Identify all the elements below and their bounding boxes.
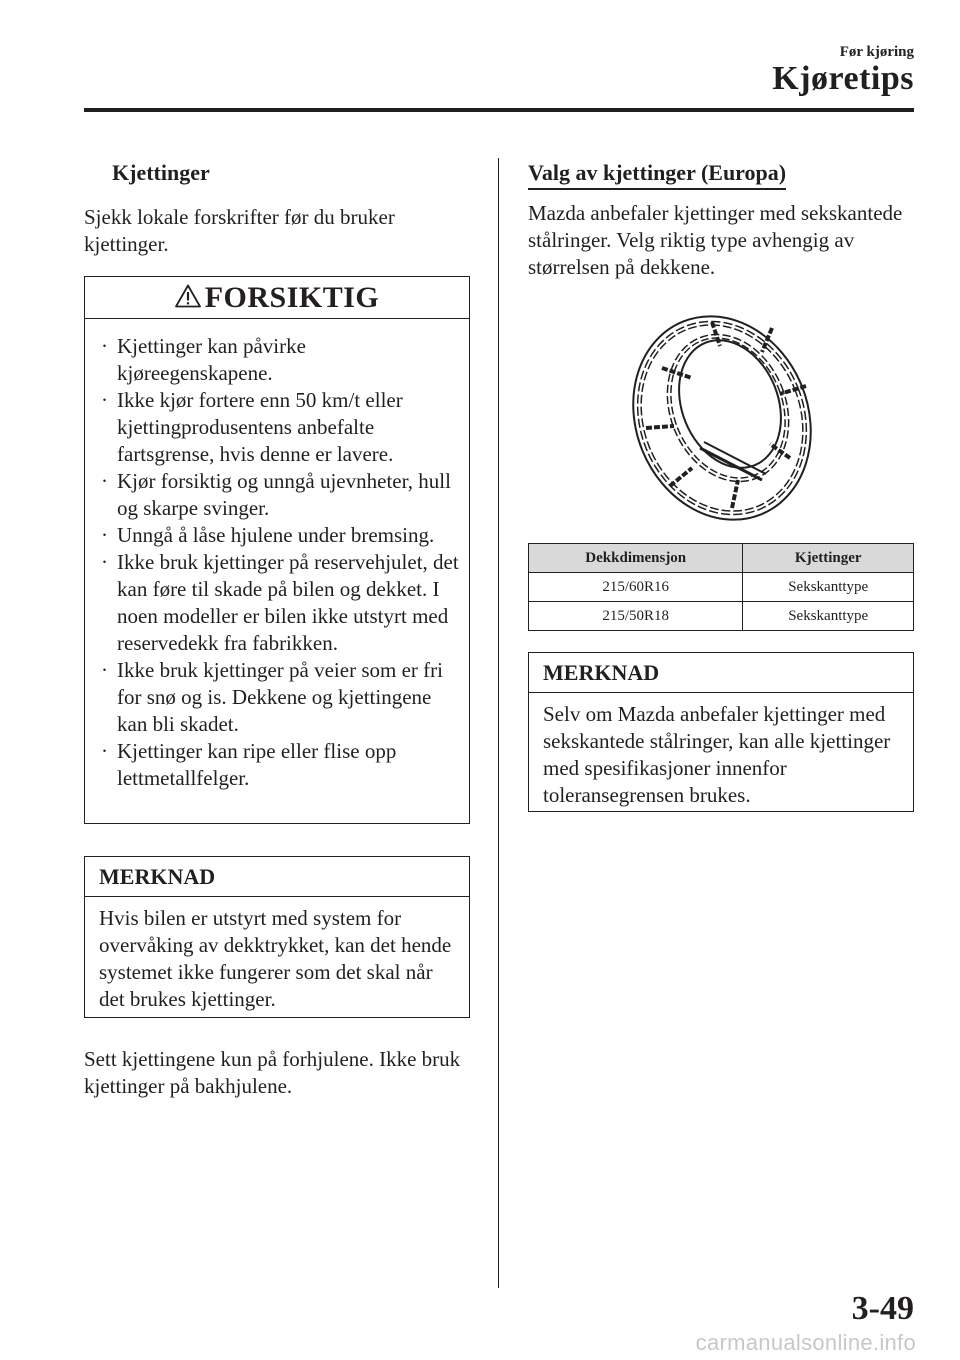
bullet: · <box>101 523 108 547</box>
column-header: Dekkdimensjon <box>529 544 743 573</box>
note-header <box>85 857 469 897</box>
table-cell: Sekskanttype <box>743 573 914 602</box>
front-wheels-text: Sett kjettingene kun på forhjulene. Ikke bruk kjettinger på bakhjulene. <box>84 1047 461 1098</box>
bullet: · <box>101 388 108 412</box>
snow-chain-illustration <box>622 308 822 526</box>
caution-item: · Kjettinger kan påvirke kjøreegenskapene. <box>101 334 306 385</box>
bullet: · <box>101 739 108 763</box>
chain-selection-text: Mazda anbefaler kjettinger med sekskantede stålringer. Velg riktig type avhengig av størrelsen på dekkene. <box>528 201 903 279</box>
table-row <box>529 602 914 631</box>
chain-cross-link <box>662 368 692 378</box>
caution-header <box>85 277 469 319</box>
column-header: Kjettinger <box>743 544 914 573</box>
kjettinger-intro: Sjekk lokale forskrifter før du bruker kjettinger. <box>84 205 395 256</box>
caution-item: · Ikke kjør fortere enn 50 km/t eller kjettingprodusentens anbefalte fartsgrense, hvis denne er lavere. <box>101 388 403 466</box>
column-divider <box>498 158 499 1288</box>
chain-tensioner <box>700 448 762 480</box>
table-cell: 215/50R18 <box>529 602 743 631</box>
table-header-row <box>529 544 914 573</box>
note-body: Hvis bilen er utstyrt med system for overvåking av dekktrykket, kan det hende systemet ikke fungerer som det skal når det brukes kjettinger. <box>99 906 452 1011</box>
section-label: Før kjøring <box>839 44 914 60</box>
page-title: Kjøretips <box>772 60 914 97</box>
chain-cross-link <box>670 468 692 486</box>
header-rule <box>84 108 914 112</box>
caution-item: · Ikke bruk kjettinger på reservehjulet, det kan føre til skade på bilen og dekket. I noen modeller er bilen ikke utstyrt med reservedekk fra fabrikken. <box>101 550 459 655</box>
table-cell: 215/60R16 <box>529 573 743 602</box>
caution-box <box>84 276 470 824</box>
chain-cross-link <box>732 480 738 508</box>
bullet: · <box>101 550 108 574</box>
note-header <box>529 653 913 693</box>
page-number: 3-49 <box>851 1290 914 1327</box>
caution-title: FORSIKTIG <box>204 280 380 314</box>
note-title: MERKNAD <box>99 863 216 889</box>
caution-list <box>85 319 469 792</box>
warning-triangle-icon <box>175 284 201 308</box>
chain-selection-heading: Valg av kjettinger (Europa) <box>528 160 786 190</box>
watermark-text: carmanualsonline.info <box>695 1330 916 1355</box>
caution-item: · Kjettinger kan ripe eller flise opp lettmetallfelger. <box>101 739 397 790</box>
table-row <box>529 573 914 602</box>
tire-size-table <box>528 543 914 631</box>
note-title: MERKNAD <box>543 659 660 685</box>
kjettinger-heading: Kjettinger <box>112 160 210 185</box>
chain-inner-ring <box>648 318 807 497</box>
note-box-chain-spec <box>528 652 914 812</box>
caution-item: · Unngå å låse hjulene under bremsing. <box>101 523 435 547</box>
note-body: Selv om Mazda anbefaler kjettinger med sekskantede stålringer, kan alle kjettinger med spesifikasjoner innenfor toleransegrensen brukes. <box>543 702 891 807</box>
note-box-tpms <box>84 856 470 1018</box>
bullet: · <box>101 469 108 493</box>
bullet: · <box>101 658 108 682</box>
table-cell: Sekskanttype <box>743 602 914 631</box>
bullet: · <box>101 334 108 358</box>
caution-item: · Kjør forsiktig og unngå ujevnheter, hull og skarpe svinger. <box>101 469 451 520</box>
caution-item: · Ikke bruk kjettinger på veier som er fri for snø og is. Dekkene og kjettingene kan bli skadet. <box>101 658 443 736</box>
chain-cross-link <box>646 426 674 428</box>
